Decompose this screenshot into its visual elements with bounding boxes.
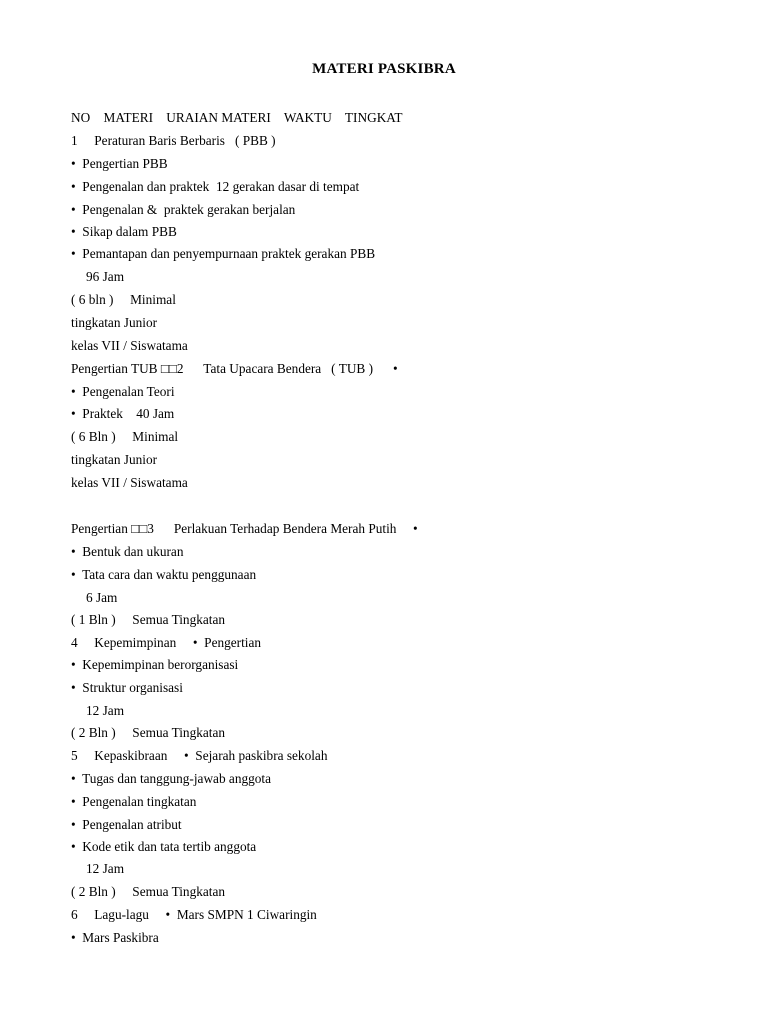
bullet-line: • Kepemimpinan berorganisasi (71, 657, 239, 672)
text-line: Pengertian TUB □□2 Tata Upacara Bendera ( TUB ) • (71, 361, 398, 376)
document-title: MATERI PASKIBRA (312, 61, 456, 77)
text-line: ( 2 Bln ) Semua Tingkatan (71, 725, 226, 740)
bullet-line: • Bentuk dan ukuran (71, 544, 184, 559)
bullet-line: • Struktur organisasi (71, 680, 183, 695)
text-line: 6 Jam (86, 590, 118, 605)
bullet-line: • Mars Paskibra (71, 930, 159, 945)
text-line: tingkatan Junior (71, 452, 158, 467)
text-line: 12 Jam (86, 703, 125, 718)
bullet-line: • Pengenalan tingkatan (71, 794, 197, 809)
text-line: 6 Lagu-lagu • Mars SMPN 1 Ciwaringin (71, 907, 317, 922)
bullet-line: • Pengenalan dan praktek 12 gerakan dasar di tempat (71, 179, 360, 194)
bullet-line: • Pengertian PBB (71, 156, 168, 171)
bullet-line: • Pengenalan atribut (71, 817, 182, 832)
bullet-line: • Pengenalan & praktek gerakan berjalan (71, 202, 296, 217)
bullet-line: • Kode etik dan tata tertib anggota (71, 839, 257, 854)
bullet-line: • Pemantapan dan penyempurnaan praktek gerakan PBB (71, 246, 376, 261)
bullet-line: • Tugas dan tanggung-jawab anggota (71, 771, 272, 786)
text-line: ( 2 Bln ) Semua Tingkatan (71, 884, 226, 899)
text-line: 1 Peraturan Baris Berbaris ( PBB ) (71, 133, 276, 148)
text-line: tingkatan Junior (71, 315, 158, 330)
text-line: ( 1 Bln ) Semua Tingkatan (71, 612, 226, 627)
text-line: 4 Kepemimpinan • Pengertian (71, 635, 262, 650)
text-line: kelas VII / Siswatama (71, 338, 188, 353)
text-line: kelas VII / Siswatama (71, 475, 188, 490)
bullet-line: • Pengenalan Teori (71, 384, 175, 399)
text-line: 12 Jam (86, 861, 125, 876)
bullet-line: • Praktek 40 Jam (71, 406, 175, 421)
text-line: ( 6 Bln ) Minimal (71, 429, 179, 444)
bullet-line: • Tata cara dan waktu penggunaan (71, 567, 257, 582)
table-header-line: NO MATERI URAIAN MATERI WAKTU TINGKAT (71, 110, 403, 125)
text-line: 96 Jam (86, 269, 125, 284)
text-line: 5 Kepaskibraan • Sejarah paskibra sekolah (71, 748, 328, 763)
text-line: ( 6 bln ) Minimal (71, 292, 176, 307)
bullet-line: • Sikap dalam PBB (71, 224, 177, 239)
text-line: Pengertian □□3 Perlakuan Terhadap Bendera Merah Putih • (71, 521, 418, 536)
